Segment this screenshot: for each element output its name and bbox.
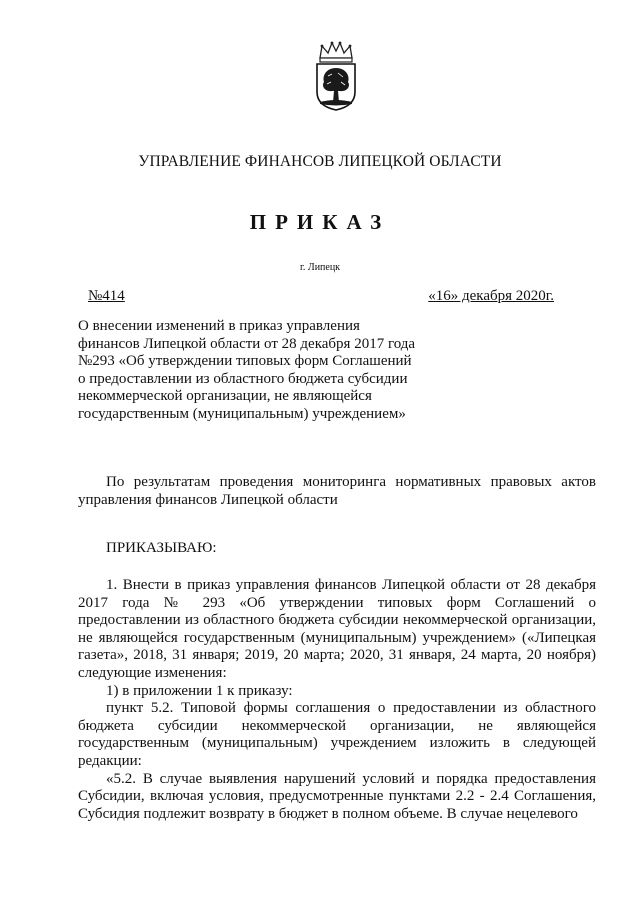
paragraph: «5.2. В случае выявления нарушений условий и порядка предоставления Субсидии, включая условия, предусмотренные пунктами 2.2 - 2.4 Соглашения, Субсидия подлежит возврату в бюджет в полном объеме. В случае нецелевого xyxy=(78,770,596,822)
organization-name: УПРАВЛЕНИЕ ФИНАНСОВ ЛИПЕЦКОЙ ОБЛАСТИ xyxy=(138,153,502,170)
order-date: «16» декабря 2020г. xyxy=(428,288,554,304)
paragraph: пункт 5.2. Типовой формы соглашения о предоставлении из областного бюджета субсидии некоммерческой организации, не являющейся государственным (муниципальным) учреждением изложить в следующей редакции: xyxy=(78,700,596,769)
document-type: ПРИКАЗ xyxy=(249,210,391,234)
paragraph: 1. Внести в приказ управления финансов Липецкой области от 28 декабря 2017 года № 293 «Об утверждении типовых форм Соглашений о предоставлении из областного бюджета субсидии некоммерческой организации, не являющейся государственным (муниципальным) учреждением» («Липецкая газета», 2018, 31 января; 2019, 20 марта; 2020, 31 января, 24 марта, 20 ноября) следующие изменения: xyxy=(78,577,596,681)
city: г. Липецк xyxy=(299,262,341,273)
title-line: некоммерческой организации, не являющейся xyxy=(78,388,372,404)
order-body xyxy=(78,577,596,823)
title-line: №293 «Об утверждении типовых форм Соглашений xyxy=(78,353,412,369)
order-number: №414 xyxy=(88,288,125,304)
order-word: ПРИКАЗЫВАЮ: xyxy=(106,540,217,556)
title-line: О внесении изменений в приказ управления xyxy=(78,318,360,334)
title-line: государственным (муниципальным) учреждением» xyxy=(78,405,406,422)
order-title xyxy=(78,318,438,423)
coat-of-arms-emblem xyxy=(308,40,364,112)
preamble: По результатам проведения мониторинга нормативных правовых актов управления финансов Липецкой области xyxy=(78,474,596,508)
title-line: финансов Липецкой области от 28 декабря 2017 года xyxy=(78,335,416,352)
title-line: о предоставлении из областного бюджета субсидии xyxy=(78,370,408,387)
paragraph: 1) в приложении 1 к приказу: xyxy=(106,682,293,699)
